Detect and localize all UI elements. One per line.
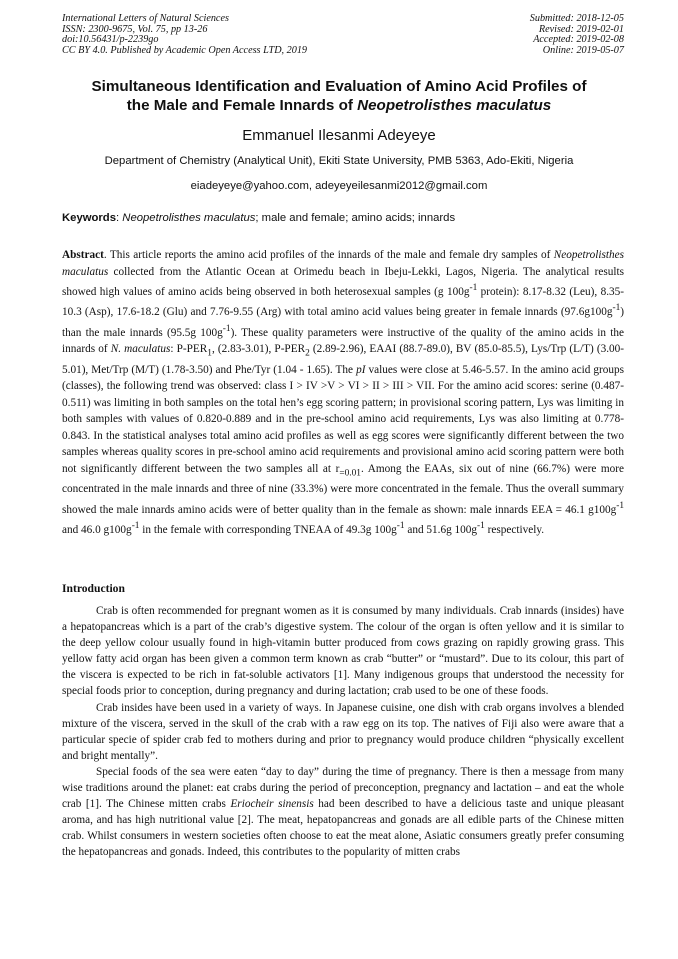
paragraph [62, 764, 624, 861]
abstract-text: and 51.6g 100g [404, 523, 478, 536]
title-species: Neopetrolisthes maculatus [357, 96, 552, 114]
abstract-text: in the female with corresponding TNEAA of 49.3g 100g [139, 523, 397, 536]
subscript: =0.01 [339, 467, 361, 478]
superscript: -1 [477, 521, 485, 531]
date-revised: Revised: 2019-02-01 [538, 23, 624, 35]
abstract-text: . Among the EAAs, six out of nine (66.7%) were more concentrated in the male innards and three of nine (33.3%) were more concentrated in the female. Thus the overall summary showed the male innards amino acids were of better quality than in the female as shown: male innards EEA = 46.1 g100g [62, 462, 624, 516]
subscript: 1 [207, 348, 212, 358]
paragraph-text: had been described to have a delicious taste and unique pleasant aroma, and has high nutritional value [2]. The meat, hepatopancreas and gonads are all edible parts of the Chinese mitten crab. Whilst consumers in western societies often choose to eat the meat alone, Asiatic consumers greatly prefer consuming the hepatopancreas and gonads. Indeed, this contributes to the popularity of mitten crabs [62, 798, 624, 859]
superscript: -1 [469, 283, 478, 293]
abstract-text: : P-PER [170, 342, 208, 355]
author-affiliation: Department of Chemistry (Analytical Unit), Ekiti State University, PMB 5363, Ado-Ekiti, Nigeria [104, 155, 574, 167]
abstract-text: ). These quality parameters were instructive of the quality of the amino acids in the innards of [62, 326, 625, 355]
journal-info [62, 14, 307, 56]
journal-license: CC BY 4.0. Published by Academic Open Access LTD, 2019 [62, 44, 308, 56]
keywords-species: Neopetrolisthes maculatus [122, 212, 256, 224]
abstract-label: Abstract [62, 249, 104, 261]
superscript: -1 [396, 521, 405, 531]
journal-name: International Letters of Natural Sciences [62, 13, 229, 24]
abstract-species: Neopetrolisthes maculatus [62, 249, 624, 278]
abstract [62, 247, 624, 538]
journal-header [62, 14, 624, 62]
author-name: Emmanuel Ilesanmi Adeyeye [242, 127, 436, 144]
section-heading-introduction: Introduction [62, 582, 125, 595]
date-accepted: Accepted: 2019-02-08 [533, 34, 624, 46]
abstract-text: , (2.83-3.01), P-PER [211, 342, 306, 355]
keywords: Keywords: Neopetrolisthes maculatus; male and female; amino acids; innards [62, 212, 456, 224]
abstract-text: protein): 8.17-8.32 (Leu), 8.35-10.3 (Asp), 17.6-18.2 (Glu) and 7.76-9.55 (Arg) with total amino acid values being greater in female innards (97.6g100g [62, 285, 625, 318]
superscript: -1 [131, 521, 140, 531]
abstract-species-short: N. maculatus [110, 342, 171, 355]
species-name: Eriocheir sinensis [230, 798, 314, 811]
paragraph-text: Special foods of the sea were eaten “day to day” during the time of pregnancy. There is then a message from many wise traditions around the planet: eat crabs during the period of preconception, pregnancy and lactation – and eat the whole crab [1]. The Chinese mitten crabs [62, 765, 624, 811]
superscript: -1 [222, 323, 231, 334]
keywords-rest: ; male and female; amino acids; innards [255, 212, 456, 224]
paragraph: Crab is often recommended for pregnant women as it is consumed by many individuals. Crab innards (insides) have a hepatopancreas which is a part of the crab’s digestive system. The colour of the organ is often yellow and it is similar to the deep yellow colour usually found in high-vitamin butter produced from cows grazing on rapidly growing grass. This yellow fatty acid organ has been given a common term known as crab “butter” or “mustard”. Due to its colour, this part of the viscera is expected to be rich in fat-soluble activators [1]. Many indigenous groups that understood the necessity for special foods prior to conception, during pregnancy and during lactation; crab used to be one of these foods. [62, 605, 624, 698]
abstract-text: collected from the Atlantic Ocean at Orimedu beach in Ibeju-Lekki, Lagos, Nigeria. The analytical results showed high values of amino acids being observed in both heterosexual samples (g 100g [62, 265, 624, 298]
keywords-label: Keywords [62, 212, 116, 224]
paragraph: Crab insides have been used in a variety of ways. In Japanese cuisine, one dish with crab organs involves a blended mixture of the viscera, served in the skull of the crab with a raw egg on its top. The natives of Fiji also were aware that a particular specie of spider crab fed to mothers during and prior to pregnancy would produce children “physically excellent and bright mentally”. [62, 701, 624, 762]
abstract-text: (2.89-2.96), EAAI (88.7-89.0), BV (85.0-85.5), Lys/Trp (L/T) (3.00-5.01), Met/Trp (M/T) (1.78-3.50) and Phe/Tyr (1.04 - 1.65). The [62, 342, 624, 376]
paper-title [60, 78, 618, 115]
abstract-text: . This article reports the amino acid profiles of the innards of the male and female dry samples of [103, 249, 554, 261]
journal-issn: ISSN: 2300-9675, Vol. 75, pp 13-26 [62, 23, 208, 35]
abstract-text: and 46.0 g100g [62, 523, 132, 536]
title-line-2: the Male and Female Innards of [126, 96, 358, 114]
abstract-text: respectively. [484, 523, 545, 536]
abstract-pi: pI [356, 363, 366, 376]
journal-doi: doi:10.56431/p-2239go [62, 34, 159, 46]
abstract-text: ) than the male innards (95.5g 100g [62, 306, 624, 339]
subscript: 2 [305, 348, 310, 358]
introduction-body [62, 603, 624, 861]
author-emails: eiadeyeye@yahoo.com, adeyeyeilesanmi2012@gmail.com [190, 180, 488, 192]
title-line-1: Simultaneous Identification and Evaluation of Amino Acid Profiles of [91, 78, 587, 95]
date-submitted: Submitted: 2018-12-05 [529, 13, 624, 24]
publication-dates [530, 14, 624, 56]
abstract-text: values were close at 5.46-5.57. In the amino acid groups (classes), the following trend was observed: class I > IV >V > VI > II > III > VII. For the amino acid scores: serine (0.487-0.511) was limiting in both samples on the total hen’s egg scoring pattern; in provisional scoring pattern, Lys was limiting in both samples with values of 0.820-0.889 and in the pre-school amino acid requirements, Lys was also limiting at 0.778-0.843. In the statistical analyses total amino acid profiles as well as egg scores were significantly different between the two samples whereas quality scores in pre-school amino acid requirements and provisional amino acid scoring pattern were both not significantly different between the two samples all at r [62, 363, 624, 475]
superscript: -1 [612, 303, 621, 314]
date-online: Online: 2019-05-07 [542, 44, 624, 56]
superscript: -1 [616, 500, 624, 511]
